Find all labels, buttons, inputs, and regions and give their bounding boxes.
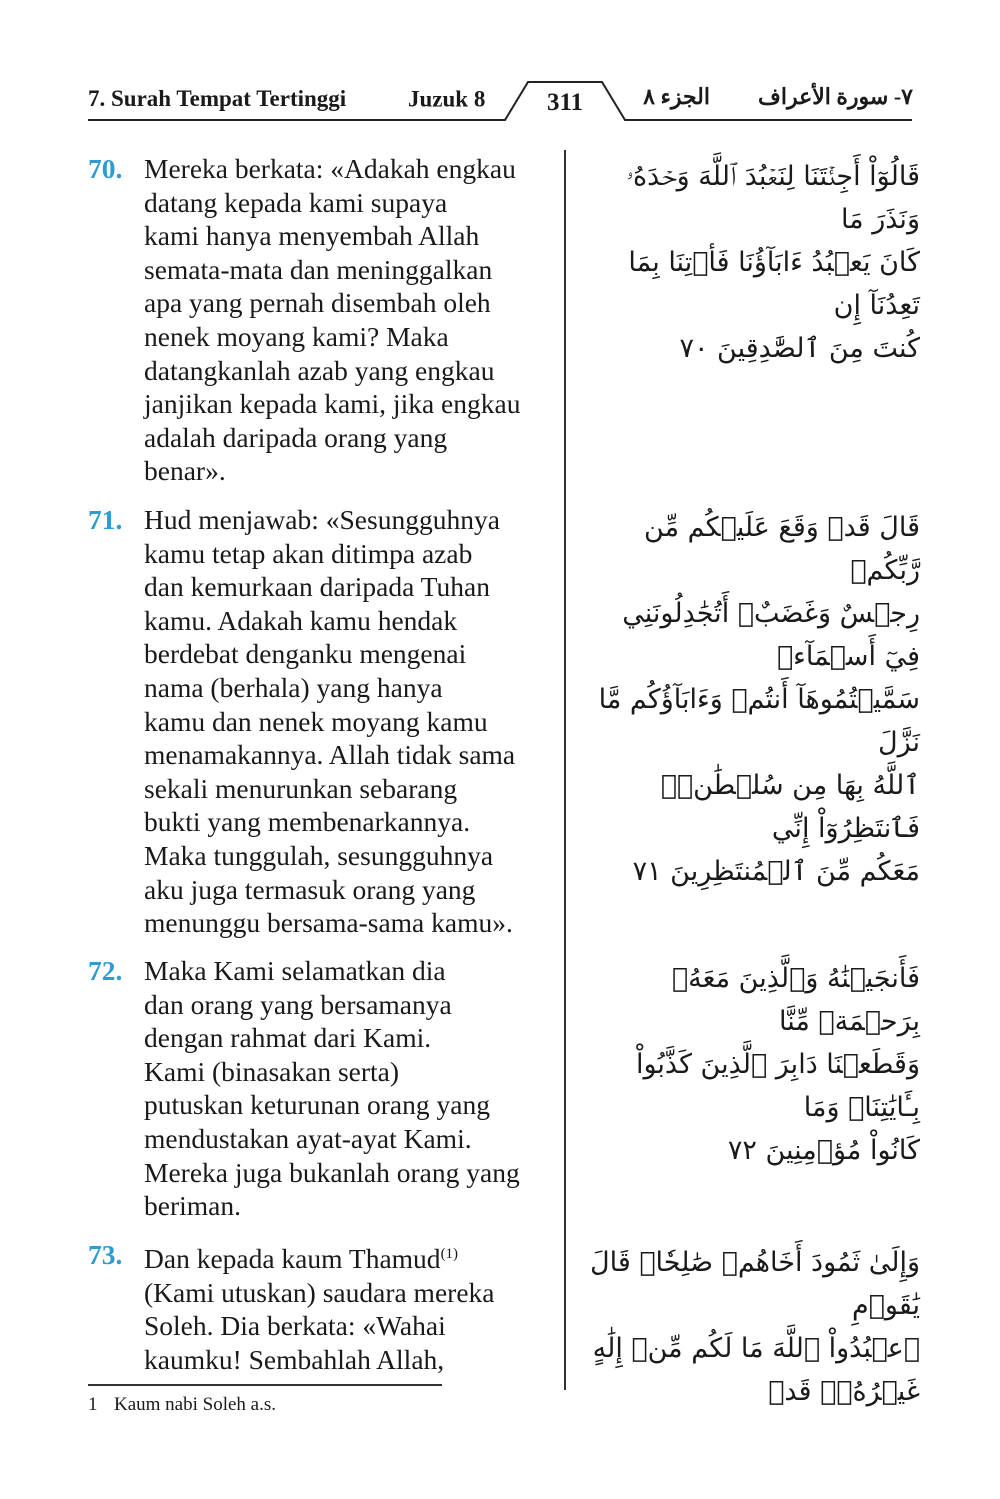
verse-70-arabic: قَالُوٓاْ أَجِئۡتَنَا لِنَعۡبُدَ ٱللَّهَ وَحۡدَهُۥ وَنَذَرَ مَا كَانَ يَعۡبُدُ ءَابَآؤُنَا فَأۡتِنَا بِمَا تَعِدُنَآ إِن كُنتَ مِنَ ٱلصَّٰدِقِينَ ٧٠ bbox=[626, 161, 920, 364]
verse-72-translation bbox=[80, 954, 560, 1223]
verse-number: 73. bbox=[88, 1239, 123, 1270]
juzuk-label: Juzuk 8 bbox=[408, 86, 486, 112]
verse-text: Hud menjawab: «Sesungguhnya kamu tetap akan ditimpa azab dan kemurkaan daripada Tuhan kamu. Adakah kamu hendak berdebat denganku mengenai nama (berhala) yang hanya kamu dan nenek moyang kamu menamakannya. Allah tidak sama sekali menurunkan sebarang bukti yang membenarkannya. Maka tunggulah, sesungguhnya aku juga termasuk orang yang menunggu bersama-sama kamu». bbox=[144, 504, 516, 939]
juz-label-arabic: الجزء ٨ bbox=[643, 84, 710, 109]
surah-title-malay: 7. Surah Tempat Tertinggi bbox=[88, 86, 347, 111]
verse-number: 70. bbox=[88, 153, 123, 184]
verse-71-arabic: قَالَ قَدۡ وَقَعَ عَلَيۡكُم مِّن رَّبِّكُمۡ رِجۡسٌ وَغَضَبٌۖ أَتُجَٰدِلُونَنِي فِيٓ أَسۡمَآءٖ سَمَّيۡتُمُوهَآ أَنتُمۡ وَءَابَآؤُكُم مَّا نَزَّلَ ٱللَّهُ بِهَا مِن سُلۡطَٰنٖۚ فَٱنتَظِرُوٓاْ إِنِّي مَعَكُم مِّنَ ٱلۡمُنتَظِرِينَ ٧١ bbox=[598, 512, 920, 887]
surah-title-arabic: ٧- سورة الأعراف bbox=[758, 84, 913, 109]
page-number: 311 bbox=[546, 89, 584, 116]
footnote-ref[interactable]: (1) bbox=[440, 1246, 459, 1262]
verse-72-arabic: فَأَنجَيۡنَٰهُ وَٱلَّذِينَ مَعَهُۥ بِرَحۡمَةٖ مِّنَّا وَقَطَعۡنَا دَابِرَ ٱلَّذِينَ كَذَّبُواْ بِـَٔايَٰتِنَاۖ وَمَا كَانُواْ مُؤۡمِنِينَ ٧٢ bbox=[635, 963, 920, 1166]
verse-text: Dan kepada kaum Thamud$^{(1)}$ (Kami utuskan) saudara mereka Soleh. Dia berkata: «Wahai kaumku! Sembahlah Allah, bbox=[144, 1243, 495, 1375]
footnote-number: 1 bbox=[88, 1394, 98, 1415]
column-divider bbox=[564, 150, 566, 1390]
verse-71-translation bbox=[80, 503, 560, 940]
footnote-text: Kaum nabi Soleh a.s. bbox=[114, 1394, 277, 1415]
verse-70-translation bbox=[80, 152, 560, 488]
verse-text: Maka Kami selamatkan dia dan orang yang bersamanya dengan rahmat dari Kami. Kami (binasakan serta) putuskan keturunan orang yang mendustakan ayat-ayat Kami. Mereka juga bukanlah orang yang beriman. bbox=[144, 955, 520, 1222]
verse-number: 72. bbox=[88, 955, 123, 986]
footnote bbox=[88, 1394, 276, 1416]
verse-text: Mereka berkata: «Adakah engkau datang kepada kami supaya kami hanya menyembah Allah semata-mata dan meninggalkan apa yang pernah disembah oleh nenek moyang kami? Maka datangkanlah azab yang engkau janjikan kepada kami, jika engkau adalah daripada orang yang benar». bbox=[144, 153, 521, 487]
verse-73-arabic: وَإِلَىٰ ثَمُودَ أَخَاهُمۡ صَٰلِحٗاۚ قَالَ يَٰقَوۡمِ ٱعۡبُدُواْ ٱللَّهَ مَا لَكُم مِّنۡ إِلَٰهٍ غَيۡرُهُۥۖ قَدۡ bbox=[590, 1247, 920, 1407]
footnote-rule bbox=[88, 1384, 442, 1386]
page-header bbox=[0, 0, 1000, 130]
verse-73-translation bbox=[80, 1238, 560, 1377]
verse-number: 71. bbox=[88, 504, 123, 535]
